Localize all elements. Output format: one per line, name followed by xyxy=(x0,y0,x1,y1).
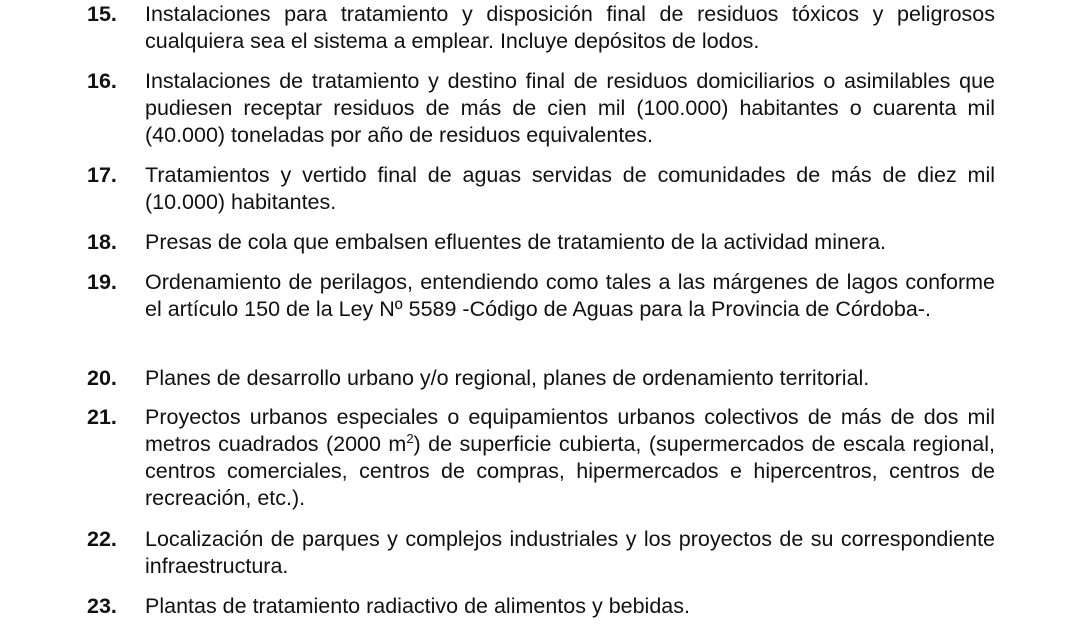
item-text: Instalaciones de tratamiento y destino final de residuos domiciliarios o asimilables que pudiesen receptar residuos de más de cien mil (100.000) habitantes o cuarenta mil (40.000) toneladas por año de residuos equivalentes. xyxy=(145,69,995,147)
superscript: 2 xyxy=(406,430,414,446)
item-text-before: Proyectos urbanos especiales o equipamientos urbanos colectivos de más de dos mil metros cuadrados (2000 m xyxy=(145,405,995,456)
item-text: Instalaciones para tratamiento y disposición final de residuos tóxicos y peligrosos cualquiera sea el sistema a emplear. Incluye depósitos de lodos. xyxy=(145,2,995,53)
item-text: Plantas de tratamiento radiactivo de alimentos y bebidas. xyxy=(145,594,690,618)
item-number: 23. xyxy=(87,594,117,618)
item-text-after: ) de superficie cubierta, (supermercados de escala regional, centros comerciales, centros de compras, hipermercados e hipercentros, centros de recreación, etc.). xyxy=(145,432,995,510)
item-text: Tratamientos y vertido final de aguas servidas de comunidades de más de diez mil (10.000) habitantes. xyxy=(145,163,995,214)
item-text: Presas de cola que embalsen efluentes de tratamiento de la actividad minera. xyxy=(145,230,886,254)
item-number: 15. xyxy=(87,2,117,26)
item-text xyxy=(145,404,995,512)
item-number: 20. xyxy=(87,366,117,390)
item-number: 21. xyxy=(87,405,117,429)
item-text: Planes de desarrollo urbano y/o regional, planes de ordenamiento territorial. xyxy=(145,366,870,390)
item-number: 19. xyxy=(87,270,117,294)
item-text: Ordenamiento de perilagos, entendiendo como tales a las márgenes de lagos conforme el artículo 150 de la Ley Nº 5589 -Código de Aguas para la Provincia de Córdoba-. xyxy=(145,270,995,321)
item-number: 17. xyxy=(87,163,117,187)
item-number: 18. xyxy=(87,230,117,254)
item-text: Localización de parques y complejos industriales y los proyectos de su correspondiente infraestructura. xyxy=(145,527,995,578)
item-number: 16. xyxy=(87,69,117,93)
item-number: 22. xyxy=(87,527,117,551)
